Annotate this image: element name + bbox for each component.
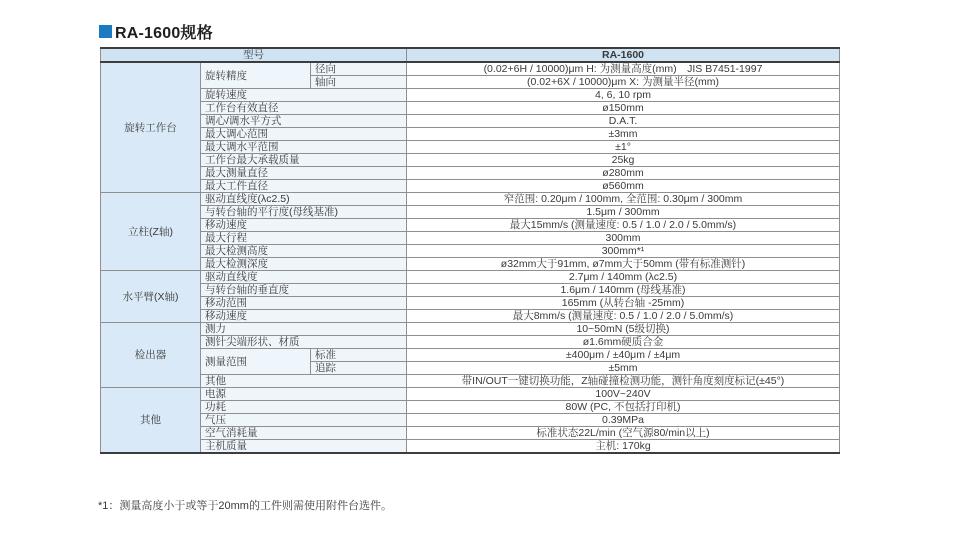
spec-value-cell: 2.7μm / 140mm (λc2.5) (407, 271, 840, 284)
spec-value-cell: ø560mm (407, 180, 840, 193)
table-row (101, 284, 840, 297)
spec-attr-cell: 调心/调水平方式 (201, 115, 407, 128)
table-row (101, 141, 840, 154)
table-row (101, 349, 840, 362)
table-row (101, 310, 840, 323)
table-row (101, 440, 840, 454)
table-row (101, 180, 840, 193)
title-bullet-icon (99, 25, 112, 38)
spec-attr-cell: 驱动直线度(λc2.5) (201, 193, 407, 206)
spec-attr-cell: 移动速度 (201, 310, 407, 323)
spec-attr-cell: 旋转精度 (201, 62, 311, 89)
table-row (101, 206, 840, 219)
page-title-text: RA-1600规格 (115, 25, 213, 42)
spec-attr-cell: 最大测量直径 (201, 167, 407, 180)
spec-value-cell: ±1° (407, 141, 840, 154)
table-row (101, 102, 840, 115)
spec-value-cell: ±400μm / ±40μm / ±4μm (407, 349, 840, 362)
spec-group-cell: 水平臂(X轴) (101, 271, 201, 323)
spec-value-cell: 25kg (407, 154, 840, 167)
table-row (101, 245, 840, 258)
spec-value-cell: 最大15mm/s (测量速度: 0.5 / 1.0 / 2.0 / 5.0mm/s) (407, 219, 840, 232)
spec-value-cell: ø280mm (407, 167, 840, 180)
spec-sub-cell: 标准 (311, 349, 407, 362)
spec-attr-cell: 与转台轴的平行度(母线基准) (201, 206, 407, 219)
spec-attr-cell: 其他 (201, 375, 407, 388)
spec-sub-cell: 轴向 (311, 76, 407, 89)
table-row (101, 167, 840, 180)
table-row (101, 427, 840, 440)
spec-attr-cell: 驱动直线度 (201, 271, 407, 284)
spec-sub-cell: 径向 (311, 62, 407, 76)
table-row (101, 62, 840, 76)
spec-value-cell: 0.39MPa (407, 414, 840, 427)
table-row (101, 193, 840, 206)
table-row (101, 297, 840, 310)
table-row (101, 154, 840, 167)
spec-value-cell: 10~50mN (5级切换) (407, 323, 840, 336)
spec-value-cell: ø32mm大于91mm, ø7mm大于50mm (带有标准测针) (407, 258, 840, 271)
spec-attr-cell: 最大检测深度 (201, 258, 407, 271)
spec-attr-cell: 主机质量 (201, 440, 407, 454)
spec-attr-cell: 旋转速度 (201, 89, 407, 102)
spec-value-cell: 窄范围: 0.20μm / 100mm, 全范围: 0.30μm / 300mm (407, 193, 840, 206)
spec-attr-cell: 测量范围 (201, 349, 311, 375)
spec-group-cell: 其他 (101, 388, 201, 454)
spec-value-cell: 1.5μm / 300mm (407, 206, 840, 219)
table-row (101, 375, 840, 388)
footnote: *1：测量高度小于或等于20mm的工件则需使用附件台选件。 (98, 500, 392, 512)
spec-value-cell: 1.6μm / 140mm (母线基准) (407, 284, 840, 297)
spec-value-cell: 最大8mm/s (测量速度: 0.5 / 1.0 / 2.0 / 5.0mm/s) (407, 310, 840, 323)
table-row (101, 271, 840, 284)
spec-value-cell: (0.02+6X / 10000)μm X: 为测量半径(mm) (407, 76, 840, 89)
spec-value-cell: ø1.6mm硬质合金 (407, 336, 840, 349)
spec-attr-cell: 功耗 (201, 401, 407, 414)
spec-attr-cell: 最大检测高度 (201, 245, 407, 258)
table-row (101, 89, 840, 102)
table-row (101, 336, 840, 349)
spec-value-cell: 带IN/OUT一键切换功能，Z轴碰撞检测功能，测针角度刻度标记(±45°) (407, 375, 840, 388)
table-row (101, 388, 840, 401)
spec-value-cell: 300mm (407, 232, 840, 245)
table-row (101, 219, 840, 232)
table-row (101, 401, 840, 414)
spec-attr-cell: 最大调水平范围 (201, 141, 407, 154)
spec-value-cell: 80W (PC, 不包括打印机) (407, 401, 840, 414)
table-row (101, 258, 840, 271)
page-title (99, 20, 213, 43)
spec-table (100, 47, 840, 454)
spec-attr-cell: 工作台有效直径 (201, 102, 407, 115)
table-row (101, 128, 840, 141)
table-header-model-label: 型号 (101, 48, 407, 62)
spec-attr-cell: 与转台轴的垂直度 (201, 284, 407, 297)
spec-value-cell: 300mm*¹ (407, 245, 840, 258)
table-row (101, 323, 840, 336)
spec-value-cell: ±3mm (407, 128, 840, 141)
spec-value-cell: 165mm (从转台轴 -25mm) (407, 297, 840, 310)
spec-attr-cell: 移动速度 (201, 219, 407, 232)
spec-value-cell: 4, 6, 10 rpm (407, 89, 840, 102)
spec-attr-cell: 工作台最大承载质量 (201, 154, 407, 167)
table-row (101, 232, 840, 245)
spec-value-cell: ø150mm (407, 102, 840, 115)
spec-value-cell: 100V~240V (407, 388, 840, 401)
spec-group-cell: 旋转工作台 (101, 62, 201, 193)
spec-attr-cell: 测力 (201, 323, 407, 336)
spec-attr-cell: 最大行程 (201, 232, 407, 245)
spec-attr-cell: 最大工件直径 (201, 180, 407, 193)
spec-attr-cell: 移动范围 (201, 297, 407, 310)
table-row (101, 115, 840, 128)
table-header-row (101, 48, 840, 62)
spec-attr-cell: 电源 (201, 388, 407, 401)
spec-value-cell: ±5mm (407, 362, 840, 375)
spec-sub-cell: 追踪 (311, 362, 407, 375)
spec-attr-cell: 测针尖端形状、材质 (201, 336, 407, 349)
table-row (101, 414, 840, 427)
spec-attr-cell: 空气消耗量 (201, 427, 407, 440)
spec-value-cell: 标准状态22L/min (空气源80/min以上) (407, 427, 840, 440)
spec-group-cell: 立柱(Z轴) (101, 193, 201, 271)
spec-attr-cell: 气压 (201, 414, 407, 427)
spec-value-cell: 主机: 170kg (407, 440, 840, 454)
spec-value-cell: (0.02+6H / 10000)μm H: 为测量高度(mm) JIS B7451-1997 (407, 62, 840, 76)
spec-group-cell: 检出器 (101, 323, 201, 388)
table-header-model-value: RA-1600 (407, 48, 840, 62)
spec-value-cell: D.A.T. (407, 115, 840, 128)
spec-attr-cell: 最大调心范围 (201, 128, 407, 141)
